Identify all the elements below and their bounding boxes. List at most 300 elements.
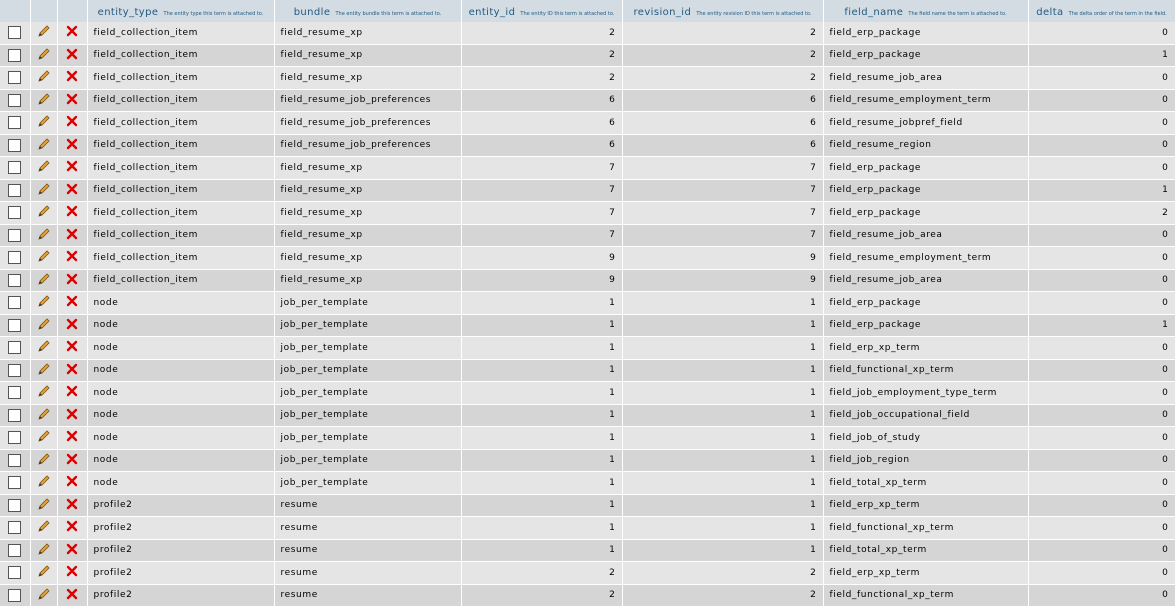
cell-delta[interactable]: 2 <box>1028 202 1175 225</box>
row-delete-cell[interactable] <box>57 157 87 180</box>
cell-entity-id[interactable]: 7 <box>461 224 622 247</box>
checkbox-icon[interactable] <box>8 454 21 467</box>
cell-bundle[interactable]: job_per_template <box>274 382 461 405</box>
delete-x-icon[interactable] <box>66 385 78 400</box>
table-row[interactable] <box>0 359 1175 382</box>
row-delete-cell[interactable] <box>57 22 87 44</box>
delete-x-icon[interactable] <box>66 273 78 288</box>
checkbox-icon[interactable] <box>8 364 21 377</box>
delete-x-icon[interactable] <box>66 363 78 378</box>
pencil-icon[interactable] <box>37 407 51 424</box>
cell-revision-id[interactable]: 7 <box>622 179 823 202</box>
row-delete-cell[interactable] <box>57 449 87 472</box>
table-row[interactable] <box>0 247 1175 270</box>
cell-bundle[interactable]: field_resume_job_preferences <box>274 89 461 112</box>
cell-delta[interactable]: 0 <box>1028 539 1175 562</box>
checkbox-icon[interactable] <box>8 476 21 489</box>
table-row[interactable] <box>0 202 1175 225</box>
cell-field-name[interactable]: field_erp_package <box>823 179 1028 202</box>
column-name[interactable]: revision_id <box>633 7 692 18</box>
row-checkbox-cell[interactable] <box>0 44 30 67</box>
table-row[interactable] <box>0 494 1175 517</box>
cell-delta[interactable]: 0 <box>1028 89 1175 112</box>
cell-entity-id[interactable]: 1 <box>461 337 622 360</box>
table-row[interactable] <box>0 382 1175 405</box>
cell-entity-id[interactable]: 2 <box>461 67 622 90</box>
row-delete-cell[interactable] <box>57 269 87 292</box>
delete-x-icon[interactable] <box>66 453 78 468</box>
pencil-icon[interactable] <box>37 92 51 109</box>
cell-field-name[interactable]: field_total_xp_term <box>823 539 1028 562</box>
cell-revision-id[interactable]: 2 <box>622 562 823 585</box>
delete-x-icon[interactable] <box>66 318 78 333</box>
cell-revision-id[interactable]: 9 <box>622 269 823 292</box>
cell-bundle[interactable]: field_resume_xp <box>274 44 461 67</box>
pencil-icon[interactable] <box>37 362 51 379</box>
table-row[interactable] <box>0 427 1175 450</box>
checkbox-icon[interactable] <box>8 274 21 287</box>
row-edit-cell[interactable] <box>30 292 57 315</box>
checkbox-icon[interactable] <box>8 49 21 62</box>
row-edit-cell[interactable] <box>30 472 57 495</box>
pencil-icon[interactable] <box>37 497 51 514</box>
checkbox-icon[interactable] <box>8 184 21 197</box>
table-row[interactable] <box>0 134 1175 157</box>
cell-field-name[interactable]: field_erp_xp_term <box>823 494 1028 517</box>
cell-revision-id[interactable]: 1 <box>622 517 823 540</box>
pencil-icon[interactable] <box>37 339 51 356</box>
delete-x-icon[interactable] <box>66 183 78 198</box>
cell-delta[interactable]: 0 <box>1028 67 1175 90</box>
row-checkbox-cell[interactable] <box>0 404 30 427</box>
pencil-icon[interactable] <box>37 159 51 176</box>
cell-bundle[interactable]: resume <box>274 494 461 517</box>
cell-field-name[interactable]: field_erp_xp_term <box>823 562 1028 585</box>
checkbox-icon[interactable] <box>8 26 21 39</box>
cell-entity-type[interactable]: profile2 <box>87 562 274 585</box>
pencil-icon[interactable] <box>37 69 51 86</box>
cell-delta[interactable]: 0 <box>1028 22 1175 44</box>
checkbox-icon[interactable] <box>8 251 21 264</box>
table-row[interactable] <box>0 157 1175 180</box>
cell-field-name[interactable]: field_resume_region <box>823 134 1028 157</box>
row-checkbox-cell[interactable] <box>0 67 30 90</box>
checkbox-icon[interactable] <box>8 409 21 422</box>
cell-delta[interactable]: 0 <box>1028 112 1175 135</box>
cell-entity-id[interactable]: 1 <box>461 449 622 472</box>
row-edit-cell[interactable] <box>30 89 57 112</box>
delete-x-icon[interactable] <box>66 565 78 580</box>
cell-entity-id[interactable]: 2 <box>461 562 622 585</box>
cell-entity-type[interactable]: field_collection_item <box>87 89 274 112</box>
cell-entity-type[interactable]: profile2 <box>87 539 274 562</box>
row-checkbox-cell[interactable] <box>0 562 30 585</box>
table-row[interactable] <box>0 517 1175 540</box>
cell-entity-id[interactable]: 2 <box>461 44 622 67</box>
row-delete-cell[interactable] <box>57 337 87 360</box>
cell-bundle[interactable]: job_per_template <box>274 404 461 427</box>
checkbox-icon[interactable] <box>8 521 21 534</box>
delete-x-icon[interactable] <box>66 340 78 355</box>
column-header-entity-id[interactable] <box>461 0 622 22</box>
pencil-icon[interactable] <box>37 587 51 604</box>
row-checkbox-cell[interactable] <box>0 494 30 517</box>
row-edit-cell[interactable] <box>30 157 57 180</box>
delete-x-icon[interactable] <box>66 475 78 490</box>
cell-bundle[interactable]: resume <box>274 517 461 540</box>
table-row[interactable] <box>0 44 1175 67</box>
checkbox-icon[interactable] <box>8 229 21 242</box>
cell-revision-id[interactable]: 7 <box>622 202 823 225</box>
cell-field-name[interactable]: field_resume_job_area <box>823 67 1028 90</box>
cell-entity-type[interactable]: field_collection_item <box>87 247 274 270</box>
table-row[interactable] <box>0 224 1175 247</box>
cell-entity-type[interactable]: field_collection_item <box>87 112 274 135</box>
row-delete-cell[interactable] <box>57 134 87 157</box>
pencil-icon[interactable] <box>37 24 51 41</box>
row-delete-cell[interactable] <box>57 67 87 90</box>
row-checkbox-cell[interactable] <box>0 179 30 202</box>
table-row[interactable] <box>0 584 1175 607</box>
row-delete-cell[interactable] <box>57 89 87 112</box>
row-edit-cell[interactable] <box>30 494 57 517</box>
cell-entity-id[interactable]: 7 <box>461 202 622 225</box>
checkbox-icon[interactable] <box>8 139 21 152</box>
row-checkbox-cell[interactable] <box>0 472 30 495</box>
row-edit-cell[interactable] <box>30 269 57 292</box>
cell-delta[interactable]: 0 <box>1028 494 1175 517</box>
cell-entity-id[interactable]: 1 <box>461 404 622 427</box>
cell-delta[interactable]: 0 <box>1028 269 1175 292</box>
row-checkbox-cell[interactable] <box>0 22 30 44</box>
cell-bundle[interactable]: field_resume_xp <box>274 22 461 44</box>
cell-delta[interactable]: 0 <box>1028 404 1175 427</box>
cell-entity-type[interactable]: field_collection_item <box>87 44 274 67</box>
row-delete-cell[interactable] <box>57 247 87 270</box>
cell-bundle[interactable]: field_resume_job_preferences <box>274 112 461 135</box>
cell-field-name[interactable]: field_erp_package <box>823 202 1028 225</box>
cell-entity-type[interactable]: field_collection_item <box>87 67 274 90</box>
row-checkbox-cell[interactable] <box>0 359 30 382</box>
cell-field-name[interactable]: field_erp_package <box>823 22 1028 44</box>
cell-field-name[interactable]: field_resume_job_area <box>823 224 1028 247</box>
cell-entity-id[interactable]: 1 <box>461 427 622 450</box>
cell-entity-type[interactable]: field_collection_item <box>87 157 274 180</box>
cell-revision-id[interactable]: 1 <box>622 472 823 495</box>
cell-entity-type[interactable]: node <box>87 359 274 382</box>
cell-entity-id[interactable]: 9 <box>461 269 622 292</box>
pencil-icon[interactable] <box>37 317 51 334</box>
cell-delta[interactable]: 1 <box>1028 314 1175 337</box>
cell-delta[interactable]: 0 <box>1028 292 1175 315</box>
pencil-icon[interactable] <box>37 519 51 536</box>
cell-revision-id[interactable]: 7 <box>622 224 823 247</box>
row-edit-cell[interactable] <box>30 562 57 585</box>
cell-delta[interactable]: 0 <box>1028 359 1175 382</box>
row-edit-cell[interactable] <box>30 337 57 360</box>
checkbox-icon[interactable] <box>8 544 21 557</box>
column-header-delta[interactable] <box>1028 0 1175 22</box>
cell-bundle[interactable]: resume <box>274 584 461 607</box>
cell-field-name[interactable]: field_functional_xp_term <box>823 359 1028 382</box>
pencil-icon[interactable] <box>37 227 51 244</box>
cell-delta[interactable]: 1 <box>1028 179 1175 202</box>
pencil-icon[interactable] <box>37 204 51 221</box>
cell-entity-type[interactable]: node <box>87 314 274 337</box>
row-delete-cell[interactable] <box>57 359 87 382</box>
delete-x-icon[interactable] <box>66 25 78 40</box>
delete-x-icon[interactable] <box>66 160 78 175</box>
row-edit-cell[interactable] <box>30 224 57 247</box>
checkbox-icon[interactable] <box>8 206 21 219</box>
cell-field-name[interactable]: field_total_xp_term <box>823 472 1028 495</box>
row-edit-cell[interactable] <box>30 112 57 135</box>
row-edit-cell[interactable] <box>30 44 57 67</box>
row-edit-cell[interactable] <box>30 539 57 562</box>
cell-bundle[interactable]: field_resume_xp <box>274 269 461 292</box>
cell-entity-type[interactable]: node <box>87 472 274 495</box>
row-edit-cell[interactable] <box>30 382 57 405</box>
cell-delta[interactable]: 0 <box>1028 517 1175 540</box>
row-edit-cell[interactable] <box>30 247 57 270</box>
pencil-icon[interactable] <box>37 564 51 581</box>
cell-bundle[interactable]: job_per_template <box>274 314 461 337</box>
cell-revision-id[interactable]: 7 <box>622 157 823 180</box>
row-checkbox-cell[interactable] <box>0 539 30 562</box>
cell-entity-type[interactable]: node <box>87 449 274 472</box>
cell-delta[interactable]: 0 <box>1028 427 1175 450</box>
row-edit-cell[interactable] <box>30 584 57 607</box>
cell-entity-type[interactable]: profile2 <box>87 494 274 517</box>
row-checkbox-cell[interactable] <box>0 89 30 112</box>
pencil-icon[interactable] <box>37 384 51 401</box>
pencil-icon[interactable] <box>37 249 51 266</box>
table-row[interactable] <box>0 179 1175 202</box>
row-delete-cell[interactable] <box>57 562 87 585</box>
cell-entity-id[interactable]: 6 <box>461 112 622 135</box>
pencil-icon[interactable] <box>37 137 51 154</box>
cell-entity-type[interactable]: node <box>87 292 274 315</box>
pencil-icon[interactable] <box>37 294 51 311</box>
checkbox-icon[interactable] <box>8 431 21 444</box>
row-edit-cell[interactable] <box>30 134 57 157</box>
cell-entity-id[interactable]: 6 <box>461 134 622 157</box>
column-name[interactable]: delta <box>1036 7 1064 18</box>
cell-delta[interactable]: 0 <box>1028 584 1175 607</box>
row-checkbox-cell[interactable] <box>0 449 30 472</box>
pencil-icon[interactable] <box>37 452 51 469</box>
row-delete-cell[interactable] <box>57 404 87 427</box>
cell-entity-id[interactable]: 1 <box>461 359 622 382</box>
cell-field-name[interactable]: field_erp_package <box>823 292 1028 315</box>
cell-entity-type[interactable]: field_collection_item <box>87 134 274 157</box>
checkbox-icon[interactable] <box>8 386 21 399</box>
row-delete-cell[interactable] <box>57 584 87 607</box>
cell-entity-id[interactable]: 1 <box>461 382 622 405</box>
cell-revision-id[interactable]: 1 <box>622 337 823 360</box>
cell-revision-id[interactable]: 9 <box>622 247 823 270</box>
cell-entity-type[interactable]: node <box>87 427 274 450</box>
row-checkbox-cell[interactable] <box>0 382 30 405</box>
delete-x-icon[interactable] <box>66 543 78 558</box>
row-checkbox-cell[interactable] <box>0 202 30 225</box>
cell-delta[interactable]: 0 <box>1028 382 1175 405</box>
row-delete-cell[interactable] <box>57 44 87 67</box>
checkbox-icon[interactable] <box>8 94 21 107</box>
cell-entity-id[interactable]: 7 <box>461 157 622 180</box>
cell-entity-id[interactable]: 1 <box>461 517 622 540</box>
cell-entity-type[interactable]: field_collection_item <box>87 224 274 247</box>
table-row[interactable] <box>0 404 1175 427</box>
table-row[interactable] <box>0 67 1175 90</box>
pencil-icon[interactable] <box>37 47 51 64</box>
cell-entity-id[interactable]: 9 <box>461 247 622 270</box>
cell-revision-id[interactable]: 2 <box>622 44 823 67</box>
cell-revision-id[interactable]: 2 <box>622 67 823 90</box>
column-header-bundle[interactable] <box>274 0 461 22</box>
cell-bundle[interactable]: job_per_template <box>274 427 461 450</box>
delete-x-icon[interactable] <box>66 70 78 85</box>
cell-revision-id[interactable]: 1 <box>622 449 823 472</box>
cell-field-name[interactable]: field_erp_package <box>823 44 1028 67</box>
cell-revision-id[interactable]: 1 <box>622 359 823 382</box>
table-row[interactable] <box>0 89 1175 112</box>
column-header-field-name[interactable] <box>823 0 1028 22</box>
cell-bundle[interactable]: resume <box>274 539 461 562</box>
row-checkbox-cell[interactable] <box>0 427 30 450</box>
cell-entity-id[interactable]: 2 <box>461 584 622 607</box>
cell-entity-id[interactable]: 1 <box>461 472 622 495</box>
delete-x-icon[interactable] <box>66 228 78 243</box>
delete-x-icon[interactable] <box>66 115 78 130</box>
row-delete-cell[interactable] <box>57 382 87 405</box>
delete-x-icon[interactable] <box>66 295 78 310</box>
row-edit-cell[interactable] <box>30 449 57 472</box>
delete-x-icon[interactable] <box>66 250 78 265</box>
cell-entity-type[interactable]: profile2 <box>87 517 274 540</box>
cell-entity-type[interactable]: node <box>87 382 274 405</box>
cell-bundle[interactable]: field_resume_xp <box>274 67 461 90</box>
cell-revision-id[interactable]: 1 <box>622 539 823 562</box>
cell-delta[interactable]: 0 <box>1028 337 1175 360</box>
row-delete-cell[interactable] <box>57 494 87 517</box>
row-checkbox-cell[interactable] <box>0 269 30 292</box>
cell-entity-type[interactable]: field_collection_item <box>87 179 274 202</box>
checkbox-icon[interactable] <box>8 341 21 354</box>
table-row[interactable] <box>0 112 1175 135</box>
cell-entity-id[interactable]: 6 <box>461 89 622 112</box>
table-row[interactable] <box>0 314 1175 337</box>
cell-revision-id[interactable]: 6 <box>622 112 823 135</box>
table-row[interactable] <box>0 292 1175 315</box>
pencil-icon[interactable] <box>37 272 51 289</box>
cell-field-name[interactable]: field_resume_job_area <box>823 269 1028 292</box>
cell-bundle[interactable]: job_per_template <box>274 472 461 495</box>
cell-entity-id[interactable]: 1 <box>461 494 622 517</box>
row-edit-cell[interactable] <box>30 359 57 382</box>
cell-revision-id[interactable]: 1 <box>622 314 823 337</box>
row-edit-cell[interactable] <box>30 314 57 337</box>
row-checkbox-cell[interactable] <box>0 517 30 540</box>
row-delete-cell[interactable] <box>57 224 87 247</box>
checkbox-icon[interactable] <box>8 589 21 602</box>
row-delete-cell[interactable] <box>57 427 87 450</box>
cell-delta[interactable]: 0 <box>1028 472 1175 495</box>
cell-bundle[interactable]: job_per_template <box>274 359 461 382</box>
checkbox-icon[interactable] <box>8 116 21 129</box>
row-delete-cell[interactable] <box>57 539 87 562</box>
delete-x-icon[interactable] <box>66 93 78 108</box>
cell-field-name[interactable]: field_erp_xp_term <box>823 337 1028 360</box>
table-row[interactable] <box>0 269 1175 292</box>
cell-revision-id[interactable]: 1 <box>622 427 823 450</box>
row-delete-cell[interactable] <box>57 314 87 337</box>
column-name[interactable]: entity_id <box>468 7 516 18</box>
row-checkbox-cell[interactable] <box>0 247 30 270</box>
table-row[interactable] <box>0 562 1175 585</box>
column-name[interactable]: bundle <box>293 7 331 18</box>
cell-entity-id[interactable]: 2 <box>461 22 622 44</box>
row-edit-cell[interactable] <box>30 179 57 202</box>
row-checkbox-cell[interactable] <box>0 157 30 180</box>
table-row[interactable] <box>0 337 1175 360</box>
pencil-icon[interactable] <box>37 542 51 559</box>
table-row[interactable] <box>0 22 1175 44</box>
checkbox-icon[interactable] <box>8 566 21 579</box>
row-edit-cell[interactable] <box>30 22 57 44</box>
cell-entity-type[interactable]: profile2 <box>87 584 274 607</box>
row-delete-cell[interactable] <box>57 472 87 495</box>
cell-delta[interactable]: 0 <box>1028 562 1175 585</box>
cell-field-name[interactable]: field_job_of_study <box>823 427 1028 450</box>
checkbox-icon[interactable] <box>8 161 21 174</box>
row-checkbox-cell[interactable] <box>0 292 30 315</box>
row-delete-cell[interactable] <box>57 517 87 540</box>
cell-entity-type[interactable]: field_collection_item <box>87 202 274 225</box>
cell-delta[interactable]: 0 <box>1028 449 1175 472</box>
cell-bundle[interactable]: job_per_template <box>274 292 461 315</box>
row-delete-cell[interactable] <box>57 292 87 315</box>
row-delete-cell[interactable] <box>57 112 87 135</box>
cell-bundle[interactable]: field_resume_xp <box>274 179 461 202</box>
cell-revision-id[interactable]: 1 <box>622 382 823 405</box>
pencil-icon[interactable] <box>37 114 51 131</box>
row-checkbox-cell[interactable] <box>0 134 30 157</box>
cell-entity-type[interactable]: field_collection_item <box>87 22 274 44</box>
cell-entity-id[interactable]: 1 <box>461 314 622 337</box>
cell-field-name[interactable]: field_functional_xp_term <box>823 517 1028 540</box>
cell-delta[interactable]: 0 <box>1028 157 1175 180</box>
cell-delta[interactable]: 0 <box>1028 247 1175 270</box>
cell-entity-id[interactable]: 7 <box>461 179 622 202</box>
row-edit-cell[interactable] <box>30 67 57 90</box>
cell-field-name[interactable]: field_resume_jobpref_field <box>823 112 1028 135</box>
delete-x-icon[interactable] <box>66 588 78 603</box>
column-name[interactable]: entity_type <box>97 7 159 18</box>
cell-revision-id[interactable]: 6 <box>622 134 823 157</box>
cell-field-name[interactable]: field_erp_package <box>823 157 1028 180</box>
cell-delta[interactable]: 0 <box>1028 134 1175 157</box>
checkbox-icon[interactable] <box>8 71 21 84</box>
cell-bundle[interactable]: field_resume_xp <box>274 157 461 180</box>
cell-field-name[interactable]: field_functional_xp_term <box>823 584 1028 607</box>
row-delete-cell[interactable] <box>57 179 87 202</box>
checkbox-icon[interactable] <box>8 296 21 309</box>
cell-entity-id[interactable]: 1 <box>461 292 622 315</box>
table-row[interactable] <box>0 539 1175 562</box>
cell-field-name[interactable]: field_job_employment_type_term <box>823 382 1028 405</box>
cell-field-name[interactable]: field_resume_employment_term <box>823 247 1028 270</box>
